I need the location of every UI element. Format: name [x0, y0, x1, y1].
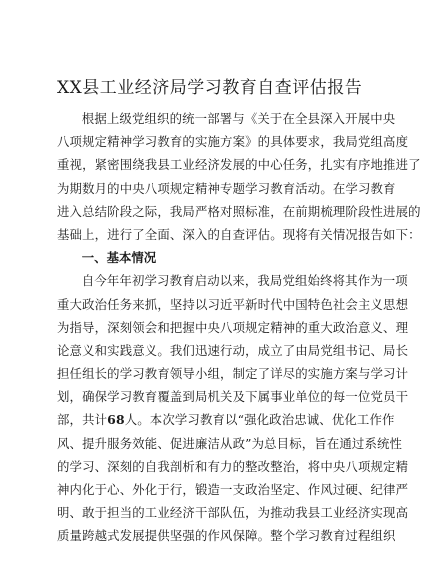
line-suffix: 人。本次学习教育以“强化政治忠诚、优化工作作 [124, 412, 395, 428]
section1-line: 重大政治任务来抓，坚持以习近平新时代中国特色社会主义思想 [57, 296, 409, 312]
section1-line: 论意义和实践意义。我们迅速行动，成立了由局党组书记、局长 [57, 342, 409, 358]
section1-line: 质量跨越式发展提供坚强的作风保障。整个学习教育过程组织 [57, 528, 396, 544]
section1-line: 风、提升服务效能、促进廉洁从政”为总目标，旨在通过系统性 [57, 435, 403, 451]
line-prefix: 部，共计 [57, 412, 108, 428]
member-count: 68 [107, 412, 125, 428]
intro-line: 为期数月的中央八项规定精神专题学习教育活动。在学习教育 [57, 180, 396, 196]
section1-line: 神内化于心、外化于行，锻造一支政治坚定、作风过硬、纪律严 [57, 482, 409, 498]
section1-line-with-count [57, 408, 395, 431]
section1-line: 为指导，深刻领会和把握中央八项规定精神的重大政治意义、理 [57, 319, 409, 335]
report-title: XX县工业经济局学习教育自查评估报告 [57, 78, 363, 98]
intro-line: 进入总结阶段之际，我局严格对照标准，在前期梳理阶段性进展的 [57, 203, 421, 219]
section1-line: 自今年年初学习教育启动以来，我局党组始终将其作为一项 [81, 273, 408, 289]
intro-line: 八项规定精神学习教育的实施方案》的具体要求，我局党组高度 [57, 134, 409, 150]
section-heading-basic-situation: 一、基本情况 [81, 250, 157, 266]
section1-line: 明、敢于担当的工业经济干部队伍，为推动我县工业经济实现高 [57, 505, 409, 521]
section1-line: 担任组长的学习教育领导小组，制定了详尽的实施方案与学习计 [57, 366, 409, 382]
section1-paragraph [57, 269, 409, 547]
section1-line: 划，确保学习教育覆盖到局机关及下属事业单位的每一位党员干 [57, 389, 409, 405]
intro-line: 根据上级党组织的统一部署与《关于在全县深入开展中央 [81, 111, 396, 126]
intro-paragraph [57, 107, 421, 246]
intro-line: 基础上，进行了全面、深入的自查评估。现将有关情况报告如下： [57, 226, 421, 242]
intro-line: 重视，紧密围绕我县工业经济发展的中心任务，扎实有序地推进了 [57, 157, 421, 173]
section1-line: 的学习、深刻的自我剖析和有力的整改整治，将中央八项规定精 [57, 458, 409, 474]
